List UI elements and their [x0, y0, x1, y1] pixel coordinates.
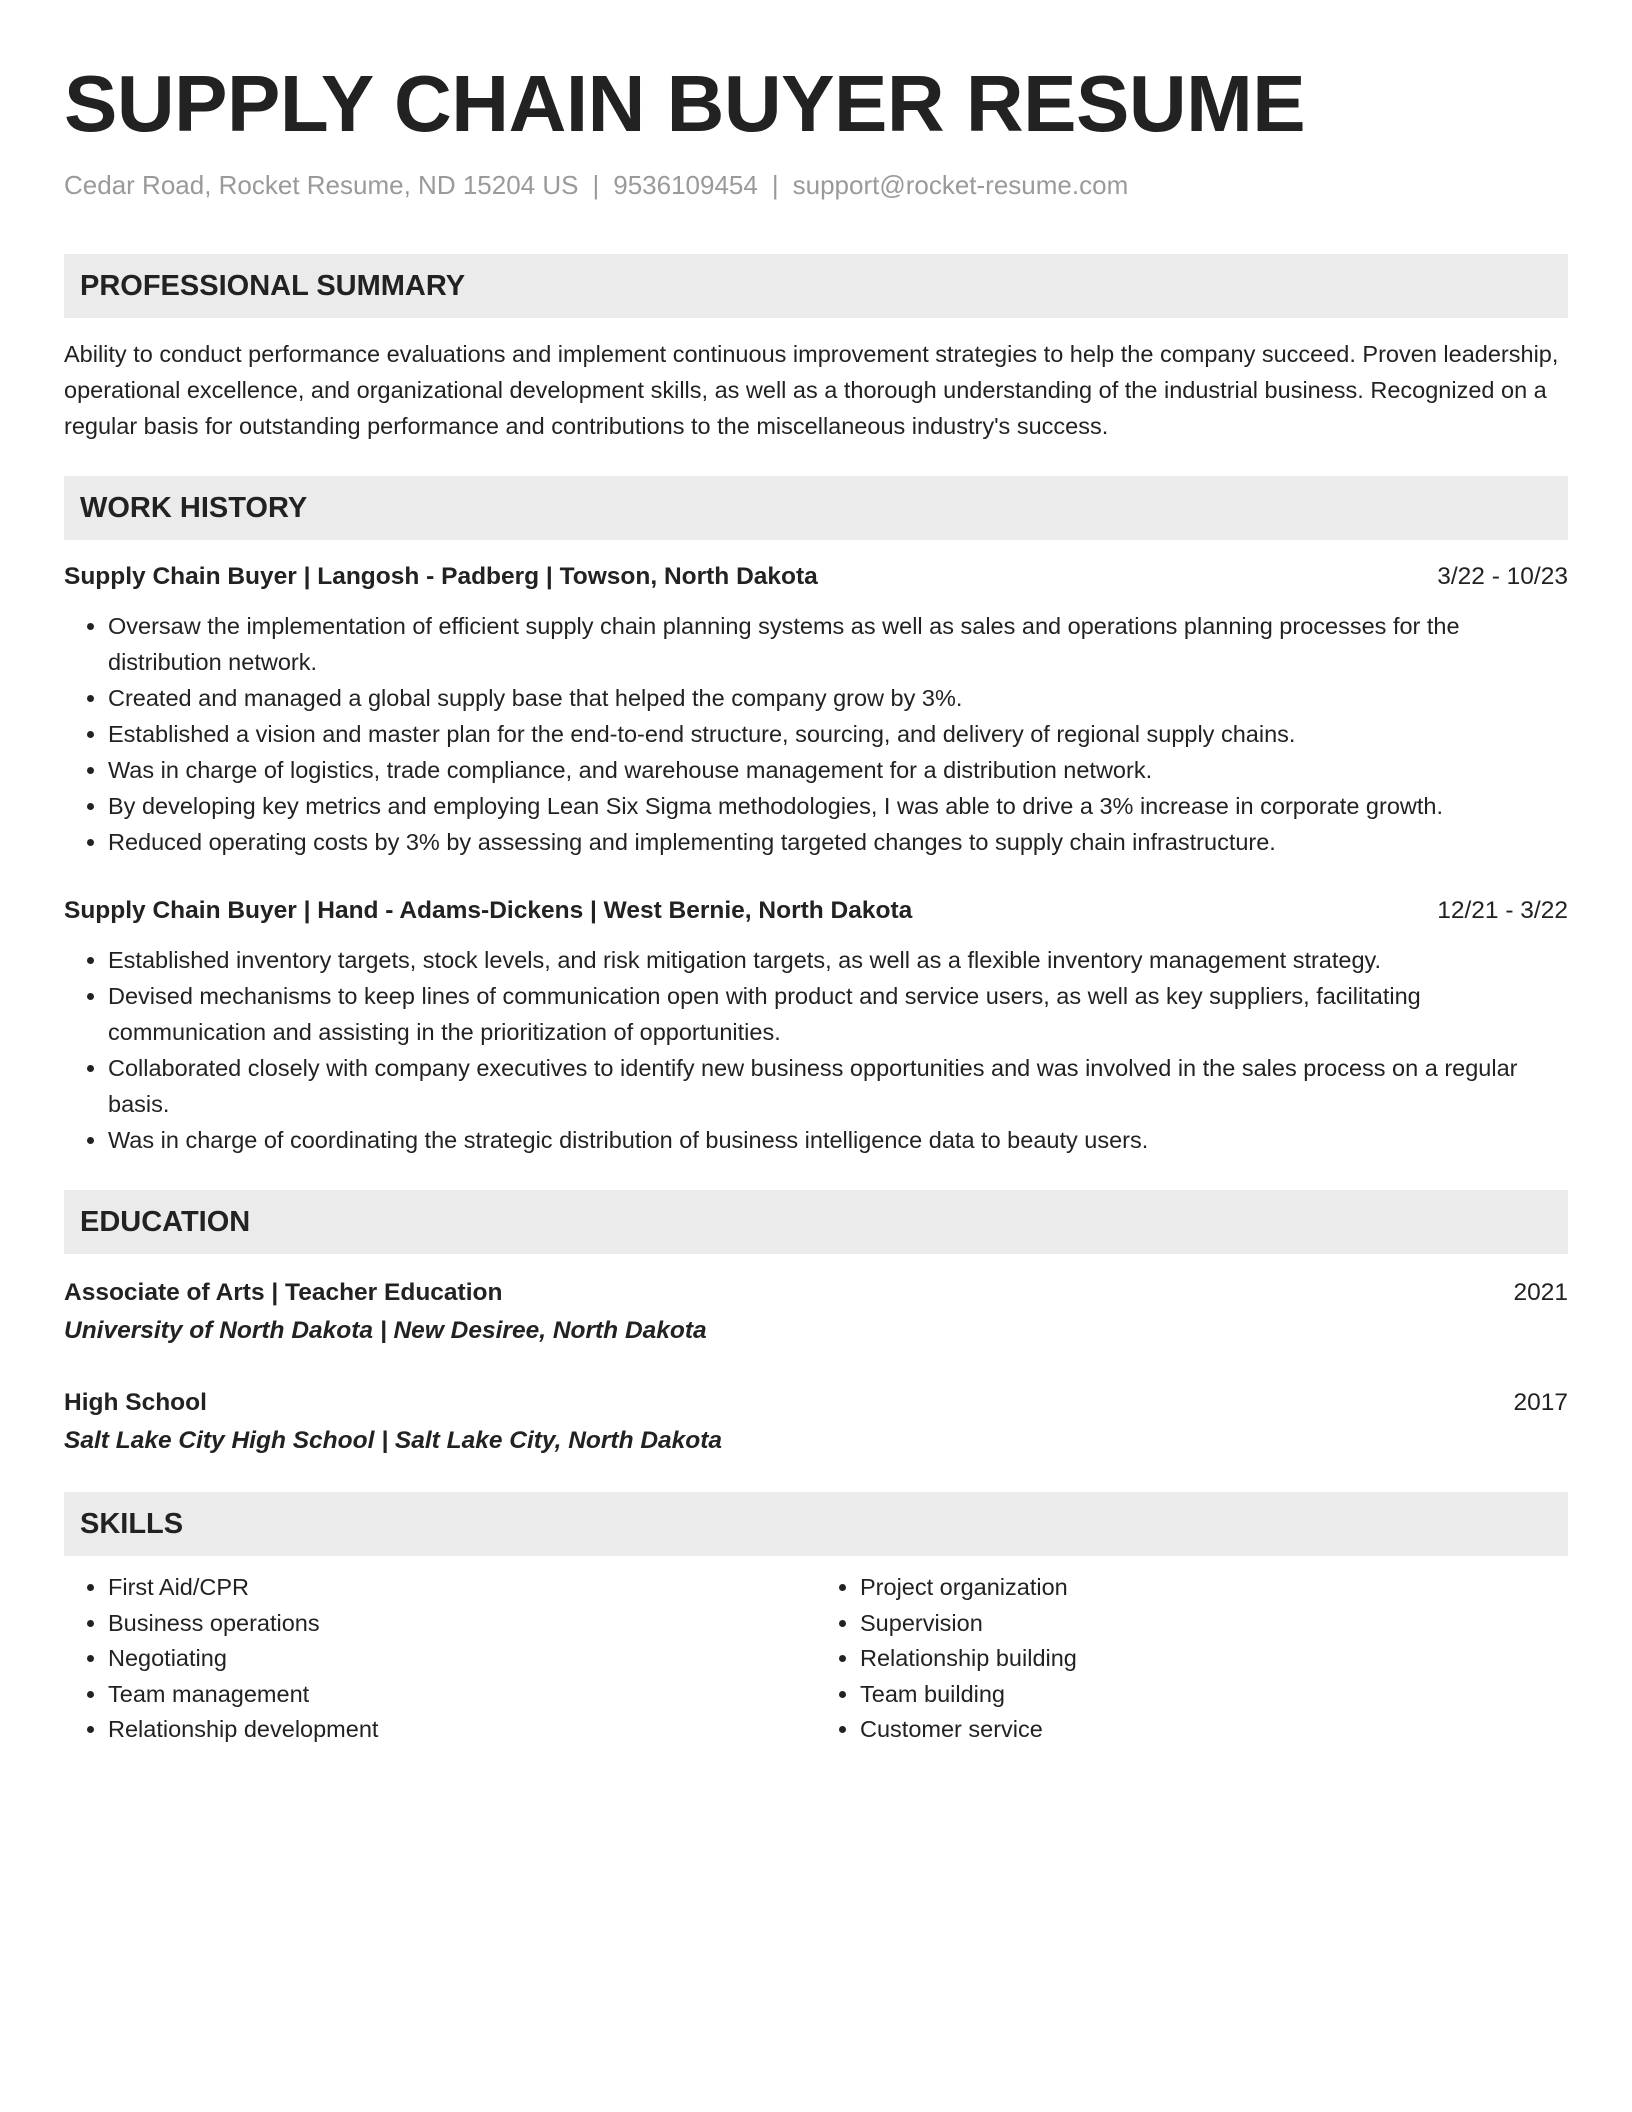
job-header: [64, 560, 1568, 594]
education-header: [64, 1384, 1568, 1422]
education-year: 2021: [1513, 1279, 1568, 1306]
contact-phone: 9536109454: [613, 170, 758, 200]
summary-text: Ability to conduct performance evaluations and implement continuous improvement strategies to help the company succeed. Proven leadership, operational excellence, and organizational development skills, as well as a thorough understanding of the industrial business. Recognized on a regular basis for outstanding performance and contributions to the miscellaneous industry's success.: [64, 341, 1559, 439]
job-bullet: • By developing key metrics and employing Lean Six Sigma methodologies, I was able to drive a 3% increase in corporate growth.: [108, 788, 1568, 824]
job-bullet: • Created and managed a global supply base that helped the company grow by 3%.: [108, 680, 1568, 716]
contact-separator: |: [592, 170, 600, 200]
skill-item: • Business operations: [108, 1606, 816, 1642]
job-bullet: • Reduced operating costs by 3% by assessing and implementing targeted changes to supply chain infrastructure.: [108, 824, 1568, 860]
section-header-summary: PROFESSIONAL SUMMARY: [64, 254, 1568, 318]
job-bullet: • Devised mechanisms to keep lines of communication open with product and service users, as well as key suppliers, facilitating communication and assisting in the prioritization of opportunities.: [108, 978, 1568, 1050]
education-school: Salt Lake City High School | Salt Lake City, North Dakota: [64, 1427, 723, 1454]
education-entry: [64, 1384, 1568, 1460]
contact-address: Cedar Road, Rocket Resume, ND 15204 US: [64, 170, 579, 200]
job-dates: 12/21 - 3/22: [1437, 897, 1568, 924]
education-entry: [64, 1274, 1568, 1350]
skill-item: • Supervision: [860, 1606, 1568, 1642]
job-bullet: • Established inventory targets, stock levels, and risk mitigation targets, as well as a flexible inventory management strategy.: [108, 942, 1568, 978]
job-entry: [64, 560, 1568, 860]
job-bullet: • Established a vision and master plan for the end-to-end structure, sourcing, and delivery of regional supply chains.: [108, 716, 1568, 752]
section-header-education: EDUCATION: [64, 1190, 1568, 1254]
contact-line: [64, 168, 1568, 202]
education-year: 2017: [1513, 1389, 1568, 1416]
job-bullet: • Collaborated closely with company executives to identify new business opportunities and was involved in the sales process on a regular basis.: [108, 1050, 1568, 1122]
education-degree: Associate of Arts | Teacher Education: [64, 1279, 503, 1306]
job-bullets: [64, 608, 1568, 860]
job-title: Supply Chain Buyer | Hand - Adams-Dickens | West Bernie, North Dakota: [64, 897, 913, 924]
contact-email: support@rocket-resume.com: [792, 170, 1129, 200]
skill-item: • Relationship building: [860, 1641, 1568, 1677]
job-title: Supply Chain Buyer | Langosh - Padberg | Towson, North Dakota: [64, 563, 818, 590]
education-degree: High School: [64, 1389, 207, 1416]
job-header: [64, 894, 1568, 928]
section-header-work-history: WORK HISTORY: [64, 476, 1568, 540]
skill-item: • Relationship development: [108, 1712, 816, 1748]
job-bullet: • Was in charge of logistics, trade compliance, and warehouse management for a distribution network.: [108, 752, 1568, 788]
job-entry: [64, 894, 1568, 1158]
education-header: [64, 1274, 1568, 1312]
skill-item: • Team management: [108, 1677, 816, 1713]
skill-item: • Project organization: [860, 1570, 1568, 1606]
job-bullets: [64, 942, 1568, 1158]
contact-separator: |: [771, 170, 779, 200]
skills-list: [64, 1570, 1568, 1748]
skill-item: • First Aid/CPR: [108, 1570, 816, 1606]
skill-item: • Negotiating: [108, 1641, 816, 1677]
skills-column-right: [816, 1570, 1568, 1748]
job-dates: 3/22 - 10/23: [1437, 563, 1568, 590]
skill-item: • Customer service: [860, 1712, 1568, 1748]
job-bullet: • Oversaw the implementation of efficient supply chain planning systems as well as sales and operations planning processes for the distribution network.: [108, 608, 1568, 680]
job-bullet: • Was in charge of coordinating the strategic distribution of business intelligence data to beauty users.: [108, 1122, 1568, 1158]
skill-item: • Team building: [860, 1677, 1568, 1713]
section-header-skills: SKILLS: [64, 1492, 1568, 1556]
education-school: University of North Dakota | New Desiree, North Dakota: [64, 1317, 707, 1344]
resume-title: SUPPLY CHAIN BUYER RESUME: [64, 59, 1306, 148]
skills-column-left: [64, 1570, 816, 1748]
